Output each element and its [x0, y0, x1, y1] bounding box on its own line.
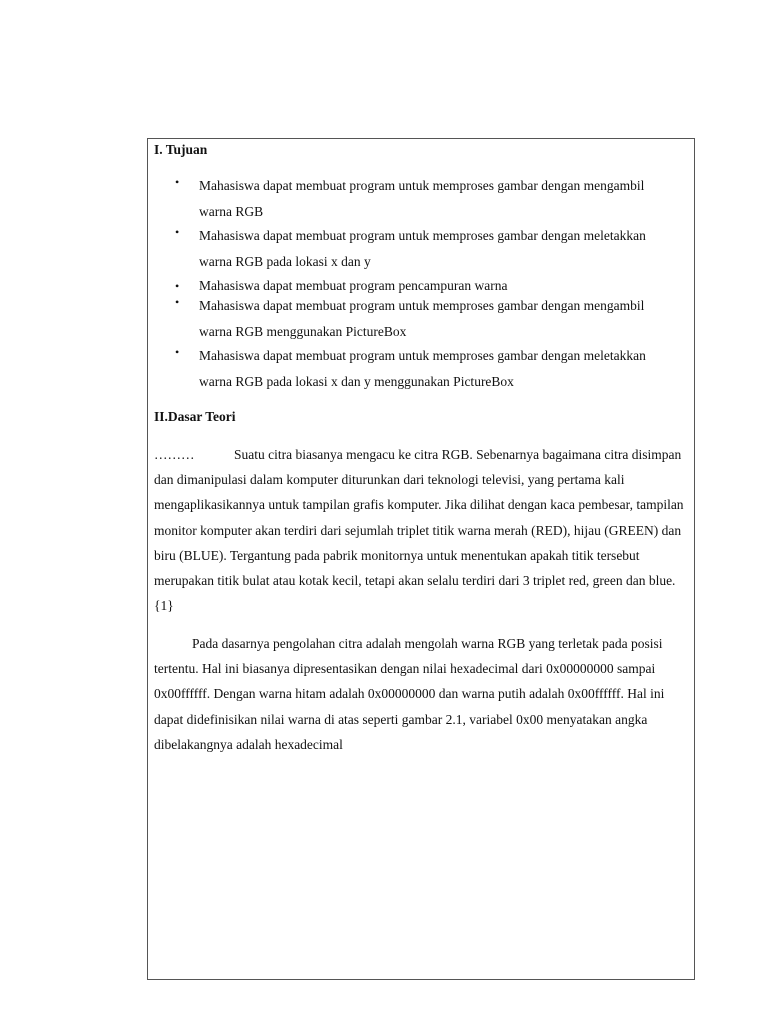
document-frame [147, 138, 695, 980]
bullet-icon: • [175, 175, 180, 189]
list-item-text: Mahasiswa dapat membuat program untuk memproses gambar dengan meletakkan warna RGB pada lokasi x dan y menggunakan PictureBox [199, 348, 646, 389]
list-item [148, 293, 696, 345]
paragraph-text: Pada dasarnya pengolahan citra adalah mengolah warna RGB yang terletak pada posisi tertentu. Hal ini biasanya dipresentasikan dengan nilai hexadecimal dari 0x00000000 sampai 0x00ffffff. Dengan warna hitam adalah 0x00000000 dan warna putih adalah 0x00ffffff. Hal ini dapat didefinisikan nilai warna di atas seperti gambar 2.1, variabel 0x00 menyatakan angka dibelakangnya adalah hexadecimal [154, 636, 665, 752]
paragraph-pengolahan-citra [154, 631, 690, 757]
bullet-icon: • [175, 295, 180, 309]
list-item-text: Mahasiswa dapat membuat program untuk memproses gambar dengan meletakkan warna RGB pada lokasi x dan y [199, 228, 646, 269]
bullet-icon: • [175, 225, 180, 239]
paragraph-citra-rgb [154, 442, 690, 618]
list-item-text: Mahasiswa dapat membuat program pencampuran warna [199, 278, 508, 293]
list-item-text: Mahasiswa dapat membuat program untuk memproses gambar dengan mengambil warna RGB menggunakan PictureBox [199, 298, 645, 339]
list-item [148, 343, 696, 395]
bullet-icon: • [175, 345, 180, 359]
list-item-text: Mahasiswa dapat membuat program untuk memproses gambar dengan mengambil warna RGB [199, 178, 645, 219]
paragraph-text: Suatu citra biasanya mengacu ke citra RGB. Sebenarnya bagaimana citra disimpan dan dimanipulasi dalam komputer diturunkan dari teknologi televisi, yang pertama kali mengaplikasikannya untuk tampilan grafis komputer. Jika dilihat dengan kaca pembesar, tampilan monitor komputer akan terdiri dari sejumlah triplet titik warna merah (RED), hijau (GREEN) dan biru (BLUE). Tergantung pada pabrik monitornya untuk menentukan apakah titik tersebut merupakan titik bulat atau kotak kecil, tetapi akan selalu terdiri dari 3 triplet red, green dan blue. {1} [154, 447, 684, 614]
section-heading-tujuan: I. Tujuan [154, 142, 208, 157]
list-item [148, 223, 696, 275]
list-item [148, 173, 696, 225]
leader-dots: ……… [154, 447, 195, 462]
section-heading-dasar-teori: II.Dasar Teori [154, 409, 236, 424]
bullet-icon: • [175, 279, 180, 293]
tujuan-list [148, 177, 696, 397]
